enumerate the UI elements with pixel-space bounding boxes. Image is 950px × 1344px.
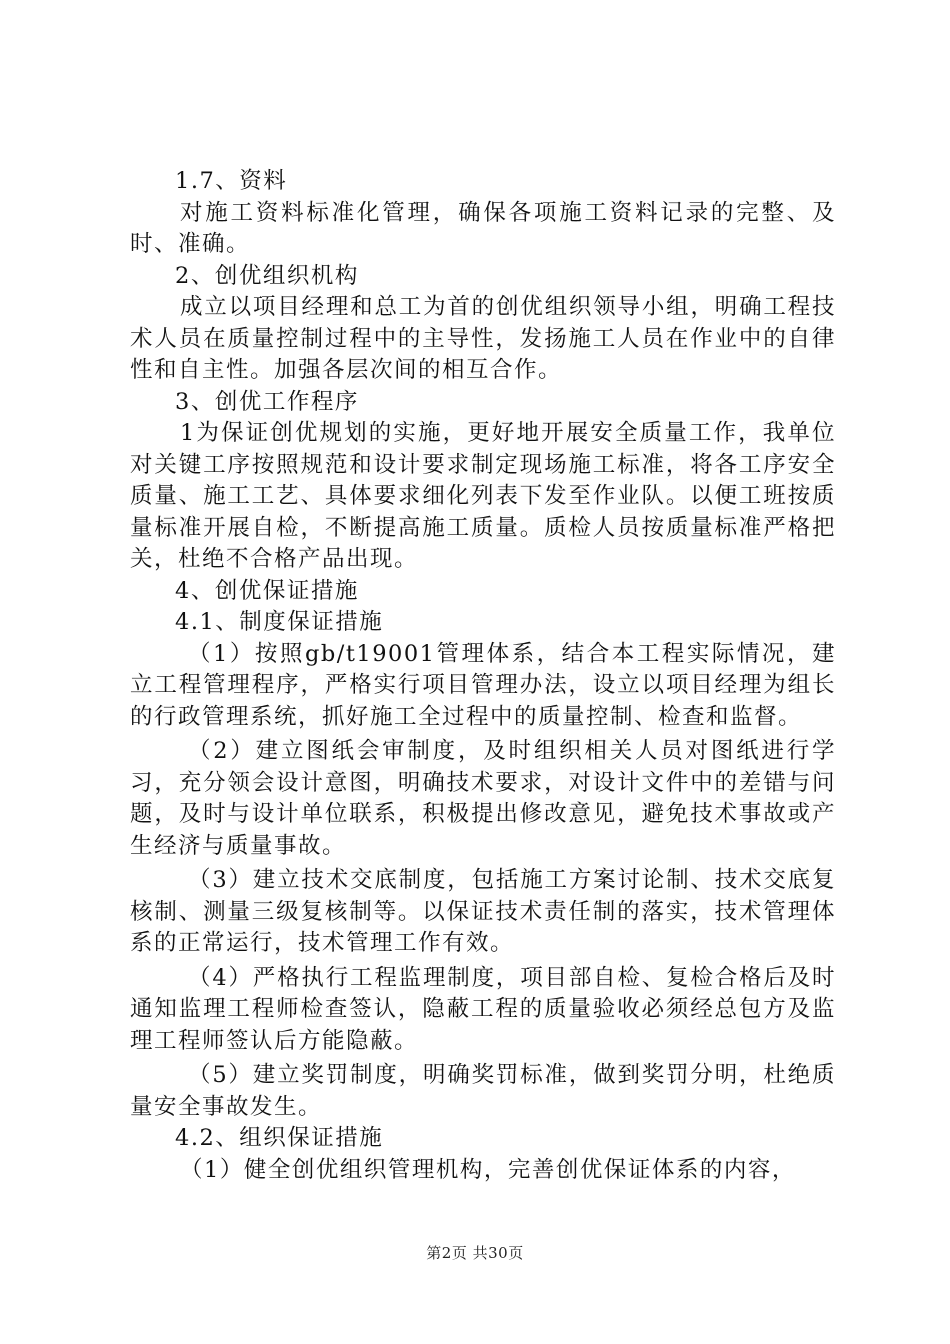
paragraph-procedure: 1为保证创优规划的实施，更好地开展安全质量工作，我单位对关键工序按照规范和设计要求制定现场施工标准，将各工序安全质量、施工工艺、具体要求细化列表下发至作业队。以便工班按质量标准开展自检，不断提高施工质量。质检人员按质量标准严格把关，杜绝不合格产品出现。: [130, 420, 836, 572]
paragraph-measure-5: （5）建立奖罚制度，明确奖罚标准，做到奖罚分明，杜绝质量安全事故发生。: [130, 1062, 836, 1120]
section-heading-4: 4、创优保证措施: [175, 577, 359, 604]
section-heading-3: 3、创优工作程序: [175, 388, 359, 415]
section-heading-1-7: 1.7、资料: [175, 168, 288, 194]
paragraph-measure-1: （1）按照gb/t19001管理体系，结合本工程实际情况，建立工程管理程序，严格实行项目管理办法，设立以项目经理为组长的行政管理系统，抓好施工全过程中的质量控制、检查和监督。: [130, 640, 836, 730]
paragraph-org-measure-1: （1）健全创优组织管理机构，完善创优保证体系的内容，: [180, 1156, 796, 1183]
page-number-footer: 第2页 共30页: [426, 1244, 524, 1262]
section-heading-4-1: 4.1、制度保证措施: [175, 609, 384, 635]
document-body: [130, 166, 836, 1186]
paragraph-organization: 成立以项目经理和总工为首的创优组织领导小组，明确工程技术人员在质量控制过程中的主导性，发扬施工人员在作业中的自律性和自主性。加强各层次间的相互合作。: [130, 294, 836, 383]
paragraph-measure-4: （4）严格执行工程监理制度，项目部自检、复检合格后及时通知监理工程师检查签认，隐蔽工程的质量验收必须经总包方及监理工程师签认后方能隐蔽。: [130, 964, 836, 1054]
paragraph-materials: 对施工资料标准化管理，确保各项施工资料记录的完整、及时、准确。: [130, 199, 836, 257]
section-heading-4-2: 4.2、组织保证措施: [175, 1125, 384, 1151]
paragraph-measure-2: （2）建立图纸会审制度，及时组织相关人员对图纸进行学习，充分领会设计意图，明确技术要求，对设计文件中的差错与问题，及时与设计单位联系，积极提出修改意见，避免技术事故或产生经济与质量事故。: [130, 738, 836, 859]
paragraph-measure-3: （3）建立技术交底制度，包括施工方案讨论制、技术交底复核制、测量三级复核制等。以保证技术责任制的落实，技术管理体系的正常运行，技术管理工作有效。: [130, 867, 836, 956]
section-heading-2: 2、创优组织机构: [175, 262, 359, 289]
